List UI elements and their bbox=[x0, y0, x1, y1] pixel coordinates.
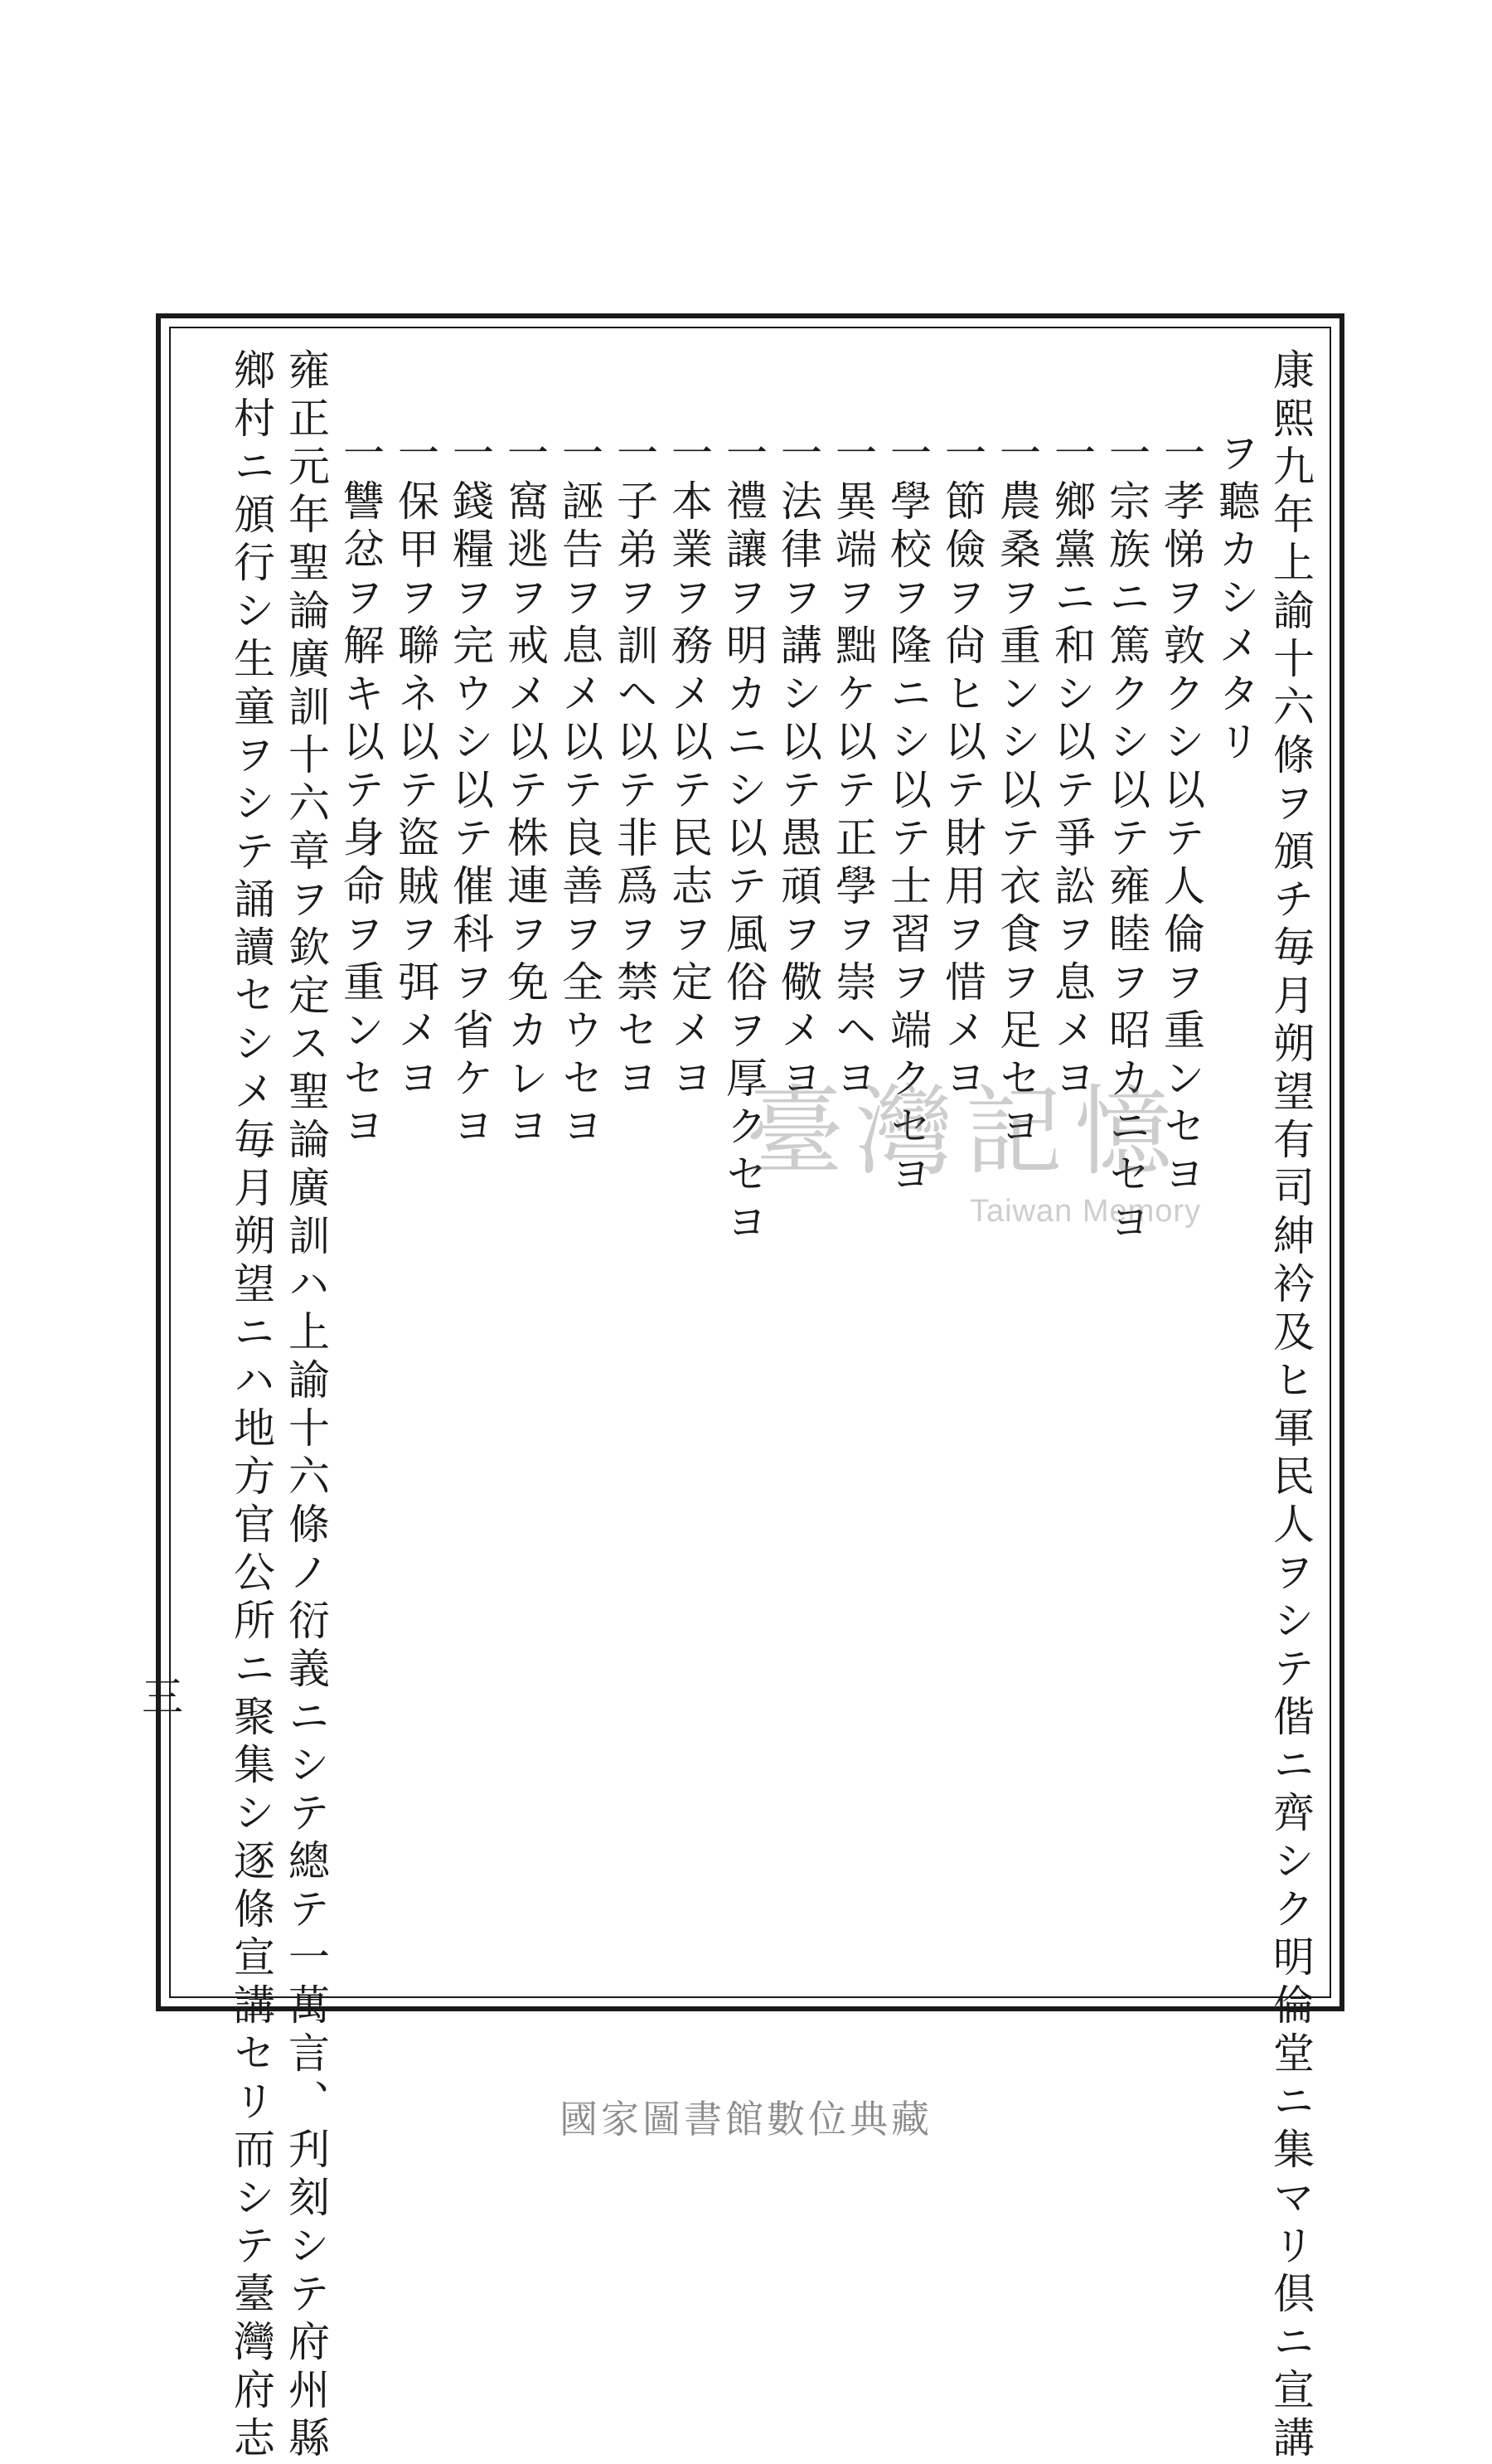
edict-item: 一節儉ヲ尙ヒ以テ財用ヲ惜メヨ bbox=[938, 431, 986, 1104]
edict-item: 一窩逃ヲ戒メ以テ株連ヲ免カレヨ bbox=[501, 431, 549, 1152]
text-column: ヲ聽カシメタリ bbox=[1212, 431, 1260, 768]
text-column: 康熙九年上諭十六條ヲ頒チ毎月朔望有司紳衿及ヒ軍民人ヲシテ偕ニ齊シク明倫堂ニ集マリ倶ニ宣講 bbox=[1267, 348, 1315, 2464]
footer-caption: 國家圖書館數位典藏 bbox=[560, 2097, 932, 2141]
watermark-logo bbox=[746, 1074, 1210, 1244]
edict-item: 一讐忿ヲ解キ以テ身命ヲ重ンセヨ bbox=[337, 431, 385, 1152]
edict-item: 一鄉黨ニ和シ以テ爭訟ヲ息メヨ bbox=[1048, 431, 1096, 1104]
edict-item: 一農桑ヲ重ンシ以テ衣食ヲ足セヨ bbox=[993, 431, 1041, 1152]
edict-item: 一宗族ニ篤クシ以テ雍睦ヲ昭カニセヨ bbox=[1102, 431, 1150, 1249]
page-number: 三 bbox=[135, 1675, 183, 1716]
watermark-english: Taiwan Memory bbox=[970, 1194, 1202, 1229]
edict-item: 一子弟ヲ訓ヘ以テ非爲ヲ禁セヨ bbox=[610, 431, 658, 1104]
text-column: 鄉村ニ頒行シ生童ヲシテ誦讀セシメ毎月朔望ニハ地方官公所ニ聚集シ逐條宣講セリ而シテ臺灣府志 bbox=[227, 348, 275, 2464]
edict-item: 一本業ヲ務メ以テ民志ヲ定メヨ bbox=[665, 431, 713, 1104]
edict-item: 一保甲ヲ聯ネ以テ盜賊ヲ弭メヨ bbox=[391, 431, 439, 1104]
edict-item: 一禮讓ヲ明カニシ以テ風俗ヲ厚クセヨ bbox=[719, 431, 768, 1249]
edict-item: 一法律ヲ講シ以テ愚頑ヲ儆メヨ bbox=[774, 431, 822, 1104]
watermark-chinese: 臺灣記憶 bbox=[746, 1074, 1184, 1189]
edict-item: 一錢糧ヲ完ウシ以テ催科ヲ省ケヨ bbox=[446, 431, 494, 1152]
edict-item: 一誣告ヲ息メ以テ良善ヲ全ウセヨ bbox=[555, 431, 603, 1152]
edict-item: 一學校ヲ隆ニシ以テ士習ヲ端クセヨ bbox=[884, 431, 932, 1200]
edict-item: 一異端ヲ黜ケ以テ正學ヲ崇ヘヨ bbox=[829, 431, 877, 1104]
edict-item: 一孝悌ヲ敦クシ以テ人倫ヲ重ンセヨ bbox=[1157, 431, 1205, 1200]
text-column: 雍正元年聖論廣訓十六章ヲ欽定ス聖論廣訓ハ上諭十六條ノ衍義ニシテ總テ一萬言、刋刻シテ府州縣 bbox=[282, 348, 330, 2464]
